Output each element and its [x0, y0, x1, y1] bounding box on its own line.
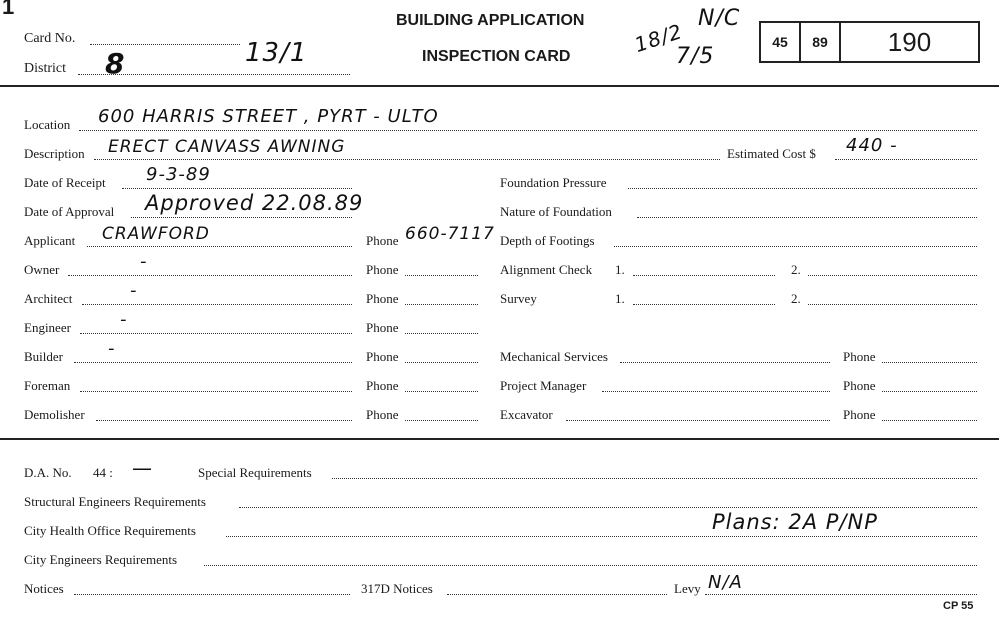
- city-engineers-label: City Engineers Requirements: [24, 552, 178, 567]
- notices-317d-label: 317D Notices: [361, 581, 433, 596]
- excavator-phone-label: Phone: [843, 407, 876, 422]
- date-of-receipt-line: [122, 188, 352, 189]
- project-manager-label: Project Manager: [500, 378, 587, 393]
- date-of-receipt-label: Date of Receipt: [24, 175, 106, 190]
- foreman-line: [80, 391, 352, 392]
- title-line-2: INSPECTION CARD: [422, 48, 571, 65]
- owner-phone-line: [405, 275, 478, 276]
- notices-line: [74, 594, 350, 595]
- date-of-approval-label: Date of Approval: [24, 204, 115, 219]
- owner-line: [68, 275, 352, 276]
- survey-line-2: [808, 304, 977, 305]
- city-engineers-line: [204, 565, 977, 566]
- architect-value: -: [130, 280, 138, 301]
- applicant-phone-value: 660-7117: [405, 224, 495, 244]
- survey-label: Survey: [500, 291, 537, 306]
- card-no-line: [90, 44, 240, 45]
- architect-line: [82, 304, 352, 305]
- applicant-value: CRAWFORD: [102, 224, 210, 244]
- survey-1: 1.: [615, 291, 625, 306]
- owner-phone-label: Phone: [366, 262, 399, 277]
- foreman-label: Foreman: [24, 378, 71, 393]
- box-2: 89: [799, 21, 841, 63]
- project-manager-phone-label: Phone: [843, 378, 876, 393]
- description-value: ERECT CANVASS AWNING: [108, 137, 346, 157]
- excavator-phone-line: [882, 420, 977, 421]
- engineer-line: [80, 333, 352, 334]
- form-code: CP 55: [943, 600, 974, 612]
- builder-line: [74, 362, 352, 363]
- builder-phone-line: [405, 362, 478, 363]
- district-label: District: [24, 61, 66, 76]
- depth-of-footings-label: Depth of Footings: [500, 233, 595, 248]
- foreman-phone-line: [405, 391, 478, 392]
- nature-of-foundation-line: [637, 217, 977, 218]
- location-label: Location: [24, 117, 71, 132]
- notices-label: Notices: [24, 581, 64, 596]
- annotation-date-2: 7/5: [676, 44, 715, 69]
- card-no-label: Card No.: [24, 31, 76, 46]
- da-no-dash: —: [132, 456, 153, 480]
- description-line: [94, 159, 720, 160]
- box-1: 45: [759, 21, 801, 63]
- title-line-1: BUILDING APPLICATION: [396, 12, 585, 29]
- alignment-check-line-2: [808, 275, 977, 276]
- location-line: [79, 130, 977, 131]
- notices-317d-line: [447, 594, 667, 595]
- section-rule: [0, 438, 999, 440]
- levy-line: [705, 594, 977, 595]
- mechanical-services-label: Mechanical Services: [500, 349, 608, 364]
- applicant-label: Applicant: [24, 233, 76, 248]
- district-value: 8: [105, 47, 126, 80]
- card-value: 13/1: [245, 38, 308, 68]
- demolisher-phone-label: Phone: [366, 407, 399, 422]
- annotation-nc: N/C: [698, 6, 741, 31]
- builder-phone-label: Phone: [366, 349, 399, 364]
- alignment-check-line-1: [633, 275, 775, 276]
- architect-phone-label: Phone: [366, 291, 399, 306]
- architect-phone-line: [405, 304, 478, 305]
- demolisher-phone-line: [405, 420, 478, 421]
- corner-mark: 1: [2, 0, 15, 19]
- city-health-label: City Health Office Requirements: [24, 523, 196, 538]
- survey-2: 2.: [791, 291, 801, 306]
- date-of-approval-line: [131, 217, 352, 218]
- owner-label: Owner: [24, 262, 60, 277]
- description-label: Description: [24, 146, 85, 161]
- builder-label: Builder: [24, 349, 63, 364]
- applicant-line: [87, 246, 352, 247]
- date-of-approval-value: Approved 22.08.89: [145, 191, 364, 215]
- structural-engineers-line: [239, 507, 977, 508]
- annotation-date: 18/2: [631, 19, 686, 57]
- demolisher-line: [96, 420, 352, 421]
- project-manager-phone-line: [882, 391, 977, 392]
- estimated-cost-line: [835, 159, 977, 160]
- date-of-receipt-value: 9-3-89: [146, 164, 211, 185]
- structural-engineers-label: Structural Engineers Requirements: [24, 494, 206, 509]
- alignment-check-1: 1.: [615, 262, 625, 277]
- excavator-line: [566, 420, 830, 421]
- foundation-pressure-line: [628, 188, 977, 189]
- mechanical-services-line: [620, 362, 830, 363]
- box-3: 190: [839, 21, 980, 63]
- survey-line-1: [633, 304, 775, 305]
- alignment-check-2: 2.: [791, 262, 801, 277]
- builder-value: -: [108, 338, 116, 359]
- mechanical-services-phone-line: [882, 362, 977, 363]
- architect-label: Architect: [24, 291, 73, 306]
- header-rule: [0, 85, 999, 87]
- special-requirements-line: [332, 478, 977, 479]
- estimated-cost-value: 440 -: [846, 135, 898, 156]
- da-no-label: D.A. No.: [24, 465, 72, 480]
- engineer-phone-line: [405, 333, 478, 334]
- location-value: 600 HARRIS STREET , PYRT - ULTO: [98, 106, 439, 127]
- alignment-check-label: Alignment Check: [500, 262, 593, 277]
- levy-value: N/A: [708, 572, 743, 593]
- depth-of-footings-line: [614, 246, 977, 247]
- special-requirements-label: Special Requirements: [198, 465, 312, 480]
- mechanical-services-phone-label: Phone: [843, 349, 876, 364]
- engineer-value: -: [120, 309, 128, 330]
- engineer-label: Engineer: [24, 320, 71, 335]
- engineer-phone-label: Phone: [366, 320, 399, 335]
- estimated-cost-label: Estimated Cost $: [727, 146, 816, 161]
- owner-value: -: [140, 251, 148, 272]
- nature-of-foundation-label: Nature of Foundation: [500, 204, 612, 219]
- project-manager-line: [602, 391, 830, 392]
- demolisher-label: Demolisher: [24, 407, 85, 422]
- foundation-pressure-label: Foundation Pressure: [500, 175, 607, 190]
- foreman-phone-label: Phone: [366, 378, 399, 393]
- levy-label: Levy: [674, 581, 701, 596]
- city-health-line: [226, 536, 977, 537]
- excavator-label: Excavator: [500, 407, 553, 422]
- city-health-value: Plans: 2A P/NP: [712, 510, 878, 534]
- applicant-phone-label: Phone: [366, 233, 399, 248]
- da-no-value: 44 :: [93, 465, 113, 480]
